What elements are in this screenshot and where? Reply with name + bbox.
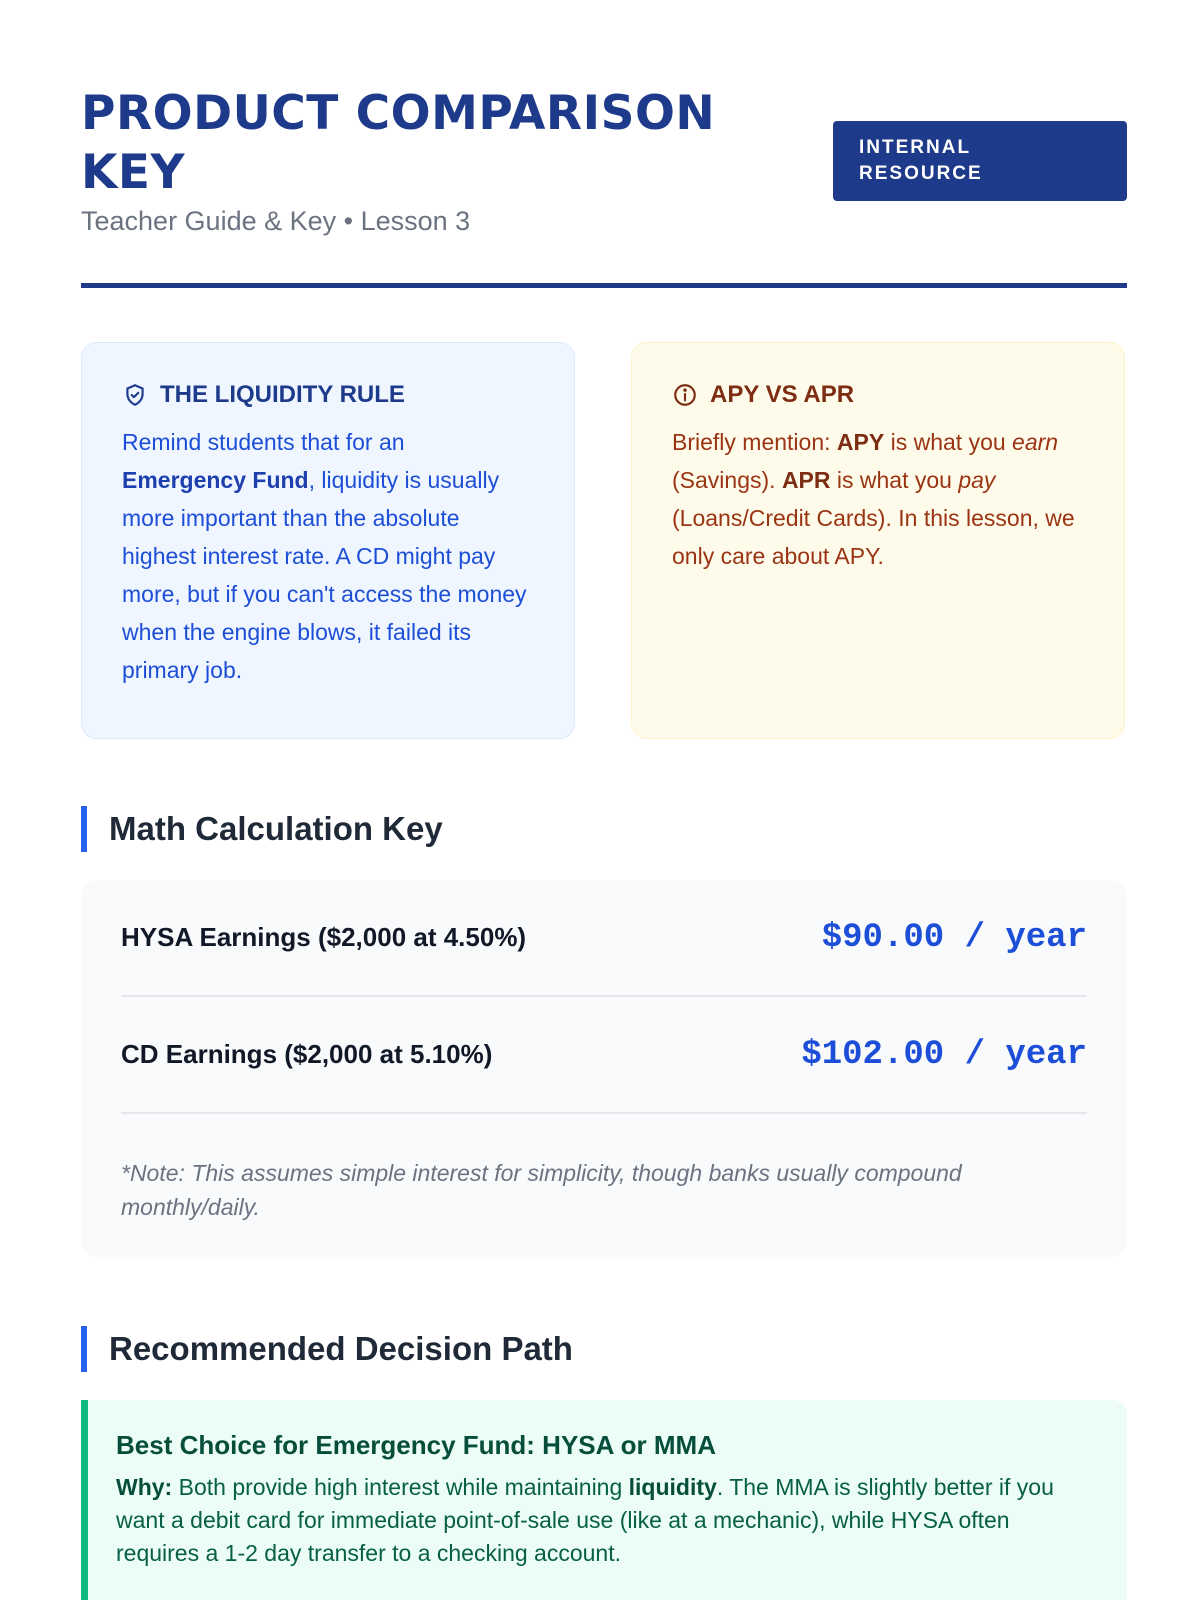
apy-text-4: is what you <box>830 467 959 493</box>
header <box>81 84 1127 284</box>
math-calculation-box <box>81 880 1127 1257</box>
earn-term: earn <box>1012 429 1059 455</box>
apy-text-5: (Loans/Credit Cards). In this lesson, we only care about APY. <box>672 505 1075 569</box>
liquidity-rule-text <box>122 423 534 689</box>
decision-heading: Best Choice for Emergency Fund: HYSA or MMA <box>116 1430 716 1460</box>
math-section-title: Math Calculation Key <box>81 806 443 852</box>
apy-text-2: is what you <box>884 429 1013 455</box>
decision-text-2: . The MMA is slightly better if you want a debit card for immediate point-of-sale use (like at a mechanic), while HYSA often requires a 1-2 day transfer to a checking account. <box>116 1474 1054 1566</box>
page-subtitle: Teacher Guide & Key • Lesson 3 <box>81 206 471 236</box>
liquidity-term: liquidity <box>628 1474 717 1500</box>
apr-term: APR <box>781 467 831 493</box>
math-note: *Note: This assumes simple interest for simplicity, though banks usually compound monthly/daily. <box>121 1160 962 1220</box>
hysa-earnings-value: $90.00 / year <box>821 918 1087 957</box>
info-circle-icon <box>672 382 698 408</box>
table-row <box>121 997 1087 1114</box>
apy-text-3: (Savings). <box>672 467 782 493</box>
decision-callout <box>81 1400 1127 1600</box>
pay-term: pay <box>958 467 996 493</box>
apy-vs-apr-text <box>672 423 1084 575</box>
page-title: PRODUCT COMPARISON KEY <box>81 86 716 200</box>
apy-vs-apr-heading <box>672 381 1084 409</box>
apy-term: APY <box>836 429 885 455</box>
liquidity-rule-title: THE LIQUIDITY RULE <box>160 381 405 408</box>
hysa-earnings-label: HYSA Earnings ($2,000 at 4.50%) <box>121 922 527 952</box>
decision-text <box>116 1471 1099 1570</box>
table-row <box>121 880 1087 997</box>
liquidity-rule-card <box>81 342 575 739</box>
shield-check-icon <box>122 382 148 408</box>
internal-resource-badge: INTERNAL RESOURCE <box>833 121 1127 201</box>
decision-text-1: Both provide high interest while maintaining <box>172 1474 629 1500</box>
apy-text-1: Briefly mention: <box>672 429 837 455</box>
liquidity-text-2: , liquidity is usually more important than the absolute highest interest rate. A CD might pay more, but if you can't access the money when the engine blows, it failed its primary job. <box>122 467 527 683</box>
liquidity-text-1: Remind students that for an <box>122 429 405 455</box>
header-divider <box>81 283 1127 288</box>
apy-vs-apr-title: APY VS APR <box>710 381 855 408</box>
cd-earnings-label: CD Earnings ($2,000 at 5.10%) <box>121 1039 493 1069</box>
cd-earnings-value: $102.00 / year <box>801 1035 1087 1074</box>
liquidity-rule-heading <box>122 381 534 409</box>
emergency-fund-term: Emergency Fund <box>122 467 309 493</box>
why-label: Why: <box>116 1474 173 1500</box>
apy-vs-apr-card <box>631 342 1125 739</box>
decision-section-title: Recommended Decision Path <box>81 1326 573 1372</box>
